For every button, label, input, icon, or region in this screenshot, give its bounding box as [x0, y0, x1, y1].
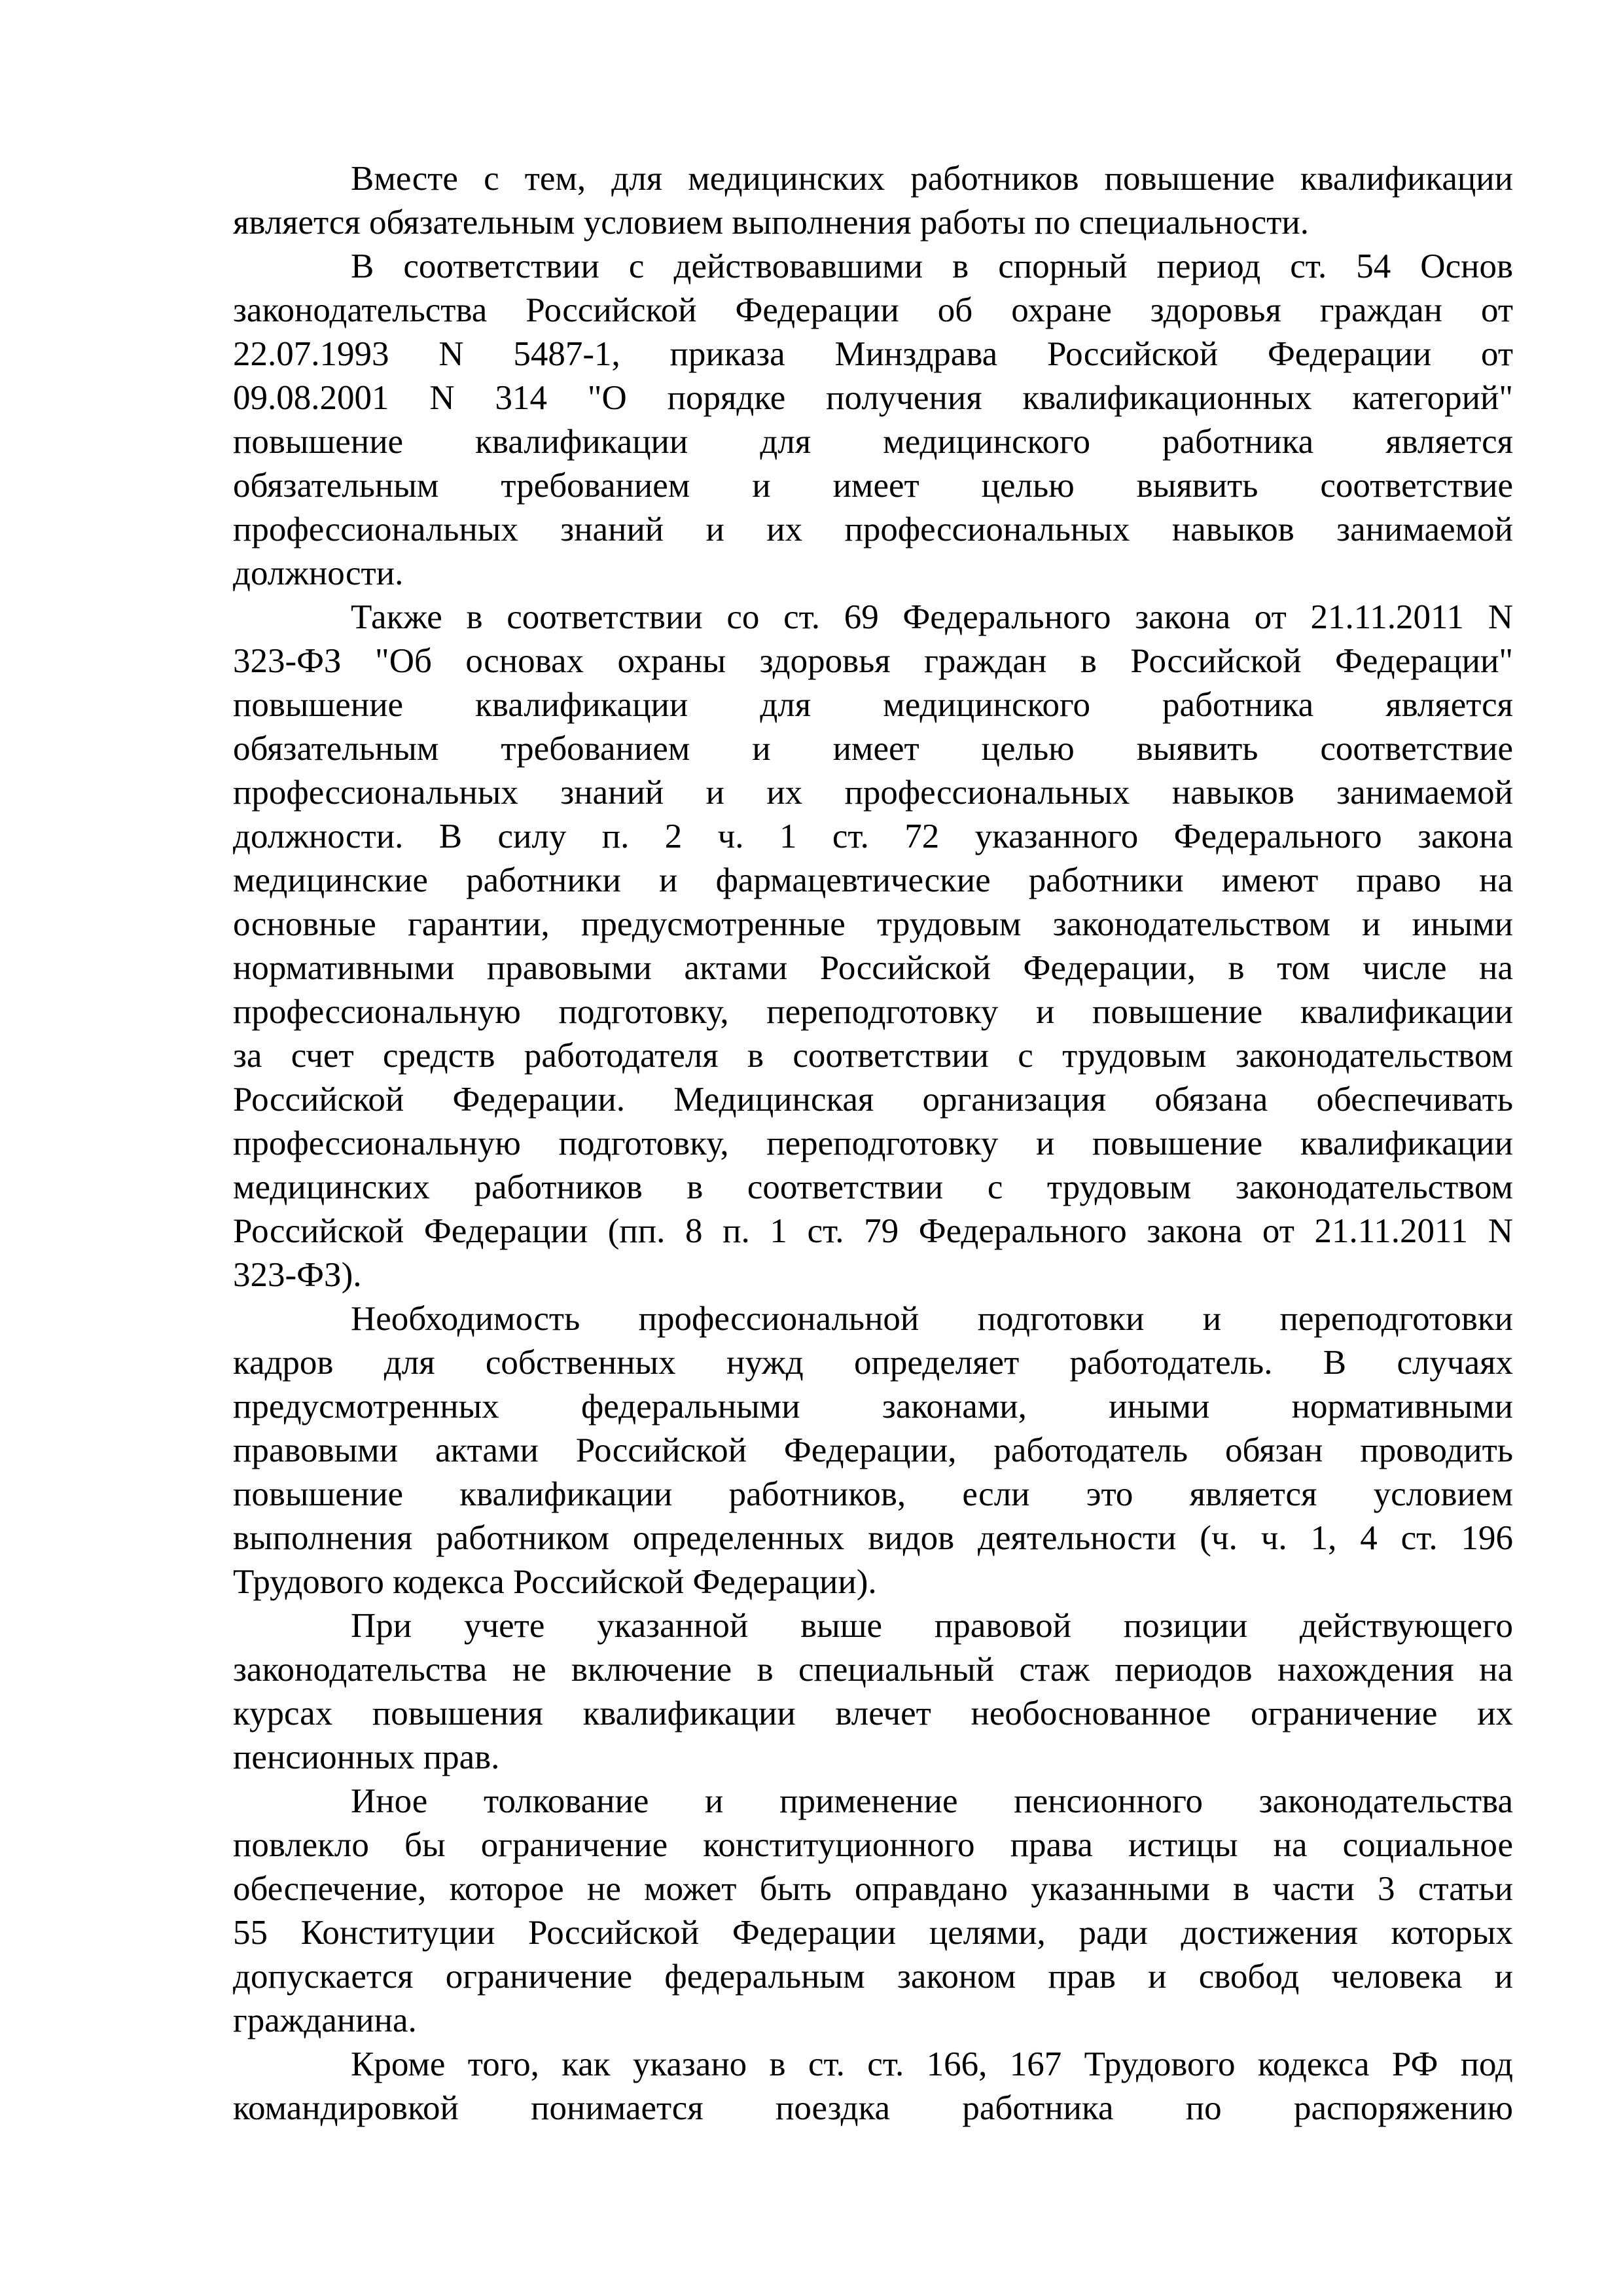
text-line: кадров для собственных нужд определяет работодатель. В случаях [233, 1344, 1513, 1382]
text-line: является обязательным условием выполнения работы по специальности. [233, 204, 1310, 242]
text-line: курсах повышения квалификации влечет необоснованное ограничение их [233, 1695, 1513, 1732]
text-line: гражданина. [233, 2001, 417, 2039]
text-line: Российской Федерации (пп. 8 п. 1 ст. 79 Федерального закона от 21.11.2011 N [233, 1212, 1513, 1250]
text-line: Иное толкование и применение пенсионного законодательства [351, 1782, 1513, 1820]
text-line: обязательным требованием и имеет целью выявить соответствие [233, 467, 1513, 505]
text-line: повышение квалификации для медицинского работника является [233, 686, 1513, 724]
text-line: профессиональную подготовку, переподготовку и повышение квалификации [233, 993, 1513, 1031]
text-line: 323-ФЗ "Об основах охраны здоровья граждан в Российской Федерации" [233, 642, 1513, 680]
text-line: нормативными правовыми актами Российской Федерации, в том числе на [233, 949, 1513, 987]
text-line: правовыми актами Российской Федерации, работодатель обязан проводить [233, 1431, 1513, 1469]
text-line: обеспечение, которое не может быть оправдано указанными в части 3 статьи [233, 1870, 1513, 1908]
text-line: законодательства Российской Федерации об охране здоровья граждан от [233, 291, 1513, 329]
text-line: 22.07.1993 N 5487-1, приказа Минздрава Российской Федерации от [233, 335, 1513, 373]
text-line: Кроме того, как указано в ст. ст. 166, 167 Трудового кодекса РФ под [351, 2045, 1513, 2083]
text-line: Трудового кодекса Российской Федерации). [233, 1563, 877, 1601]
text-line: 323-ФЗ). [233, 1256, 362, 1294]
text-line: медицинских работников в соответствии с трудовым законодательством [233, 1168, 1513, 1206]
text-line: Также в соответствии со ст. 69 Федерального закона от 21.11.2011 N [351, 598, 1513, 636]
text-line: повышение квалификации для медицинского работника является [233, 423, 1513, 461]
text-line: профессиональных знаний и их профессиональных навыков занимаемой [233, 774, 1513, 812]
text-line: повлекло бы ограничение конституционного права истицы на социальное [233, 1826, 1513, 1864]
text-line: Вместе с тем, для медицинских работников повышение квалификации [351, 160, 1513, 198]
text-line: Российской Федерации. Медицинская организация обязана обеспечивать [233, 1081, 1513, 1119]
text-line: обязательным требованием и имеет целью выявить соответствие [233, 730, 1513, 768]
text-line: 09.08.2001 N 314 "О порядке получения квалификационных категорий" [233, 379, 1513, 417]
text-line: допускается ограничение федеральным законом прав и свобод человека и [233, 1958, 1513, 1996]
text-line: При учете указанной выше правовой позиции действующего [351, 1607, 1513, 1645]
text-line: медицинские работники и фармацевтические работники имеют право на [233, 861, 1513, 899]
text-line: выполнения работником определенных видов деятельности (ч. ч. 1, 4 ст. 196 [233, 1519, 1513, 1557]
text-line: основные гарантии, предусмотренные трудовым законодательством и иными [233, 905, 1513, 943]
text-line: командировкой понимается поездка работника по распоряжению [233, 2089, 1513, 2127]
text-line: профессиональных знаний и их профессиональных навыков занимаемой [233, 511, 1513, 548]
text-block [233, 157, 1513, 2130]
text-line: законодательства не включение в специальный стаж периодов нахождения на [233, 1651, 1513, 1689]
text-line: должности. В силу п. 2 ч. 1 ст. 72 указанного Федерального закона [233, 817, 1513, 855]
text-line: профессиональную подготовку, переподготовку и повышение квалификации [233, 1124, 1513, 1162]
text-line: должности. [233, 554, 404, 592]
text-line: повышение квалификации работников, если это является условием [233, 1475, 1513, 1513]
text-line: Необходимость профессиональной подготовки и переподготовки [351, 1300, 1513, 1338]
text-line: предусмотренных федеральными законами, иными нормативными [233, 1388, 1513, 1426]
text-line: за счет средств работодателя в соответствии с трудовым законодательством [233, 1037, 1513, 1075]
text-line: пенсионных прав. [233, 1738, 500, 1776]
text-line: 55 Конституции Российской Федерации целями, ради достижения которых [233, 1914, 1513, 1952]
text-line: В соответствии с действовавшими в спорный период ст. 54 Основ [351, 247, 1513, 285]
